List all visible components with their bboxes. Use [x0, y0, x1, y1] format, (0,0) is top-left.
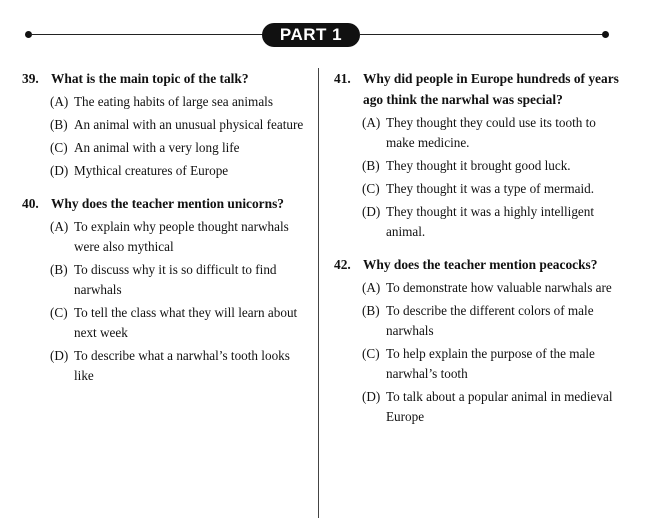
header-right-rule	[360, 34, 605, 35]
option-letter: (A)	[50, 219, 69, 234]
option-text: To discuss why it is so difficult to find narwhals	[74, 262, 277, 297]
question-stem	[334, 68, 619, 110]
option-letter: (D)	[362, 389, 381, 404]
answer-option-b[interactable]	[50, 260, 307, 300]
answer-option-d[interactable]	[362, 387, 619, 427]
option-text: An animal with an unusual physical feature	[74, 117, 304, 132]
option-text: They thought it brought good luck.	[386, 158, 571, 173]
question-41	[334, 68, 619, 242]
question-text: Why does the teacher mention peacocks?	[363, 257, 598, 272]
option-text: The eating habits of large sea animals	[74, 94, 273, 109]
question-40	[22, 193, 307, 386]
question-number: 40.	[22, 196, 39, 211]
question-number: 39.	[22, 71, 39, 86]
option-letter: (C)	[50, 140, 68, 155]
question-42	[334, 254, 619, 427]
answer-options	[50, 92, 307, 181]
answer-options	[362, 113, 619, 242]
option-text: To describe what a narwhal’s tooth looks like	[74, 348, 290, 383]
option-letter: (B)	[50, 117, 68, 132]
option-letter: (C)	[362, 346, 380, 361]
section-header	[0, 0, 647, 60]
answer-option-b[interactable]	[50, 115, 307, 135]
option-text: To talk about a popular animal in medieval Europe	[386, 389, 613, 424]
header-left-rule	[30, 34, 265, 35]
option-text: To help explain the purpose of the male narwhal’s tooth	[386, 346, 595, 381]
question-stem	[22, 68, 307, 89]
answer-option-d[interactable]	[50, 161, 307, 181]
column-divider	[318, 68, 319, 518]
answer-option-c[interactable]	[362, 179, 619, 199]
option-letter: (D)	[362, 204, 381, 219]
question-text: Why does the teacher mention unicorns?	[51, 196, 284, 211]
question-stem	[22, 193, 307, 214]
section-title: PART 1	[262, 23, 360, 47]
answer-option-d[interactable]	[362, 202, 619, 242]
answer-options	[362, 278, 619, 427]
answer-option-d[interactable]	[50, 346, 307, 386]
question-number: 42.	[334, 257, 351, 272]
option-letter: (C)	[50, 305, 68, 320]
question-39	[22, 68, 307, 181]
answer-option-a[interactable]	[362, 278, 619, 298]
option-letter: (D)	[50, 163, 69, 178]
option-text: To tell the class what they will learn about next week	[74, 305, 298, 340]
option-letter: (B)	[50, 262, 68, 277]
answer-options	[50, 217, 307, 386]
answer-option-a[interactable]	[50, 217, 307, 257]
option-letter: (D)	[50, 348, 69, 363]
option-letter: (B)	[362, 158, 380, 173]
option-text: To describe the different colors of male narwhals	[386, 303, 594, 338]
option-text: They thought they could use its tooth to make medicine.	[386, 115, 596, 150]
question-stem	[334, 254, 619, 275]
question-text: What is the main topic of the talk?	[51, 71, 249, 86]
option-text: They thought it was a highly intelligent animal.	[386, 204, 595, 239]
question-number: 41.	[334, 71, 351, 86]
question-text: Why did people in Europe hundreds of years ago think the narwhal was special?	[363, 71, 619, 107]
option-letter: (A)	[362, 280, 381, 295]
answer-option-c[interactable]	[50, 138, 307, 158]
option-letter: (A)	[50, 94, 69, 109]
answer-option-b[interactable]	[362, 156, 619, 176]
right-column	[334, 68, 619, 439]
option-letter: (C)	[362, 181, 380, 196]
option-text: They thought it was a type of mermaid.	[386, 181, 595, 196]
option-letter: (A)	[362, 115, 381, 130]
answer-option-a[interactable]	[362, 113, 619, 153]
option-text: To demonstrate how valuable narwhals are	[386, 280, 612, 295]
answer-option-c[interactable]	[50, 303, 307, 343]
answer-option-c[interactable]	[362, 344, 619, 384]
option-letter: (B)	[362, 303, 380, 318]
answer-option-b[interactable]	[362, 301, 619, 341]
answer-option-a[interactable]	[50, 92, 307, 112]
option-text: An animal with a very long life	[74, 140, 240, 155]
option-text: Mythical creatures of Europe	[74, 163, 229, 178]
option-text: To explain why people thought narwhals were also mythical	[74, 219, 289, 254]
left-column	[22, 68, 307, 398]
header-right-dot	[602, 31, 609, 38]
